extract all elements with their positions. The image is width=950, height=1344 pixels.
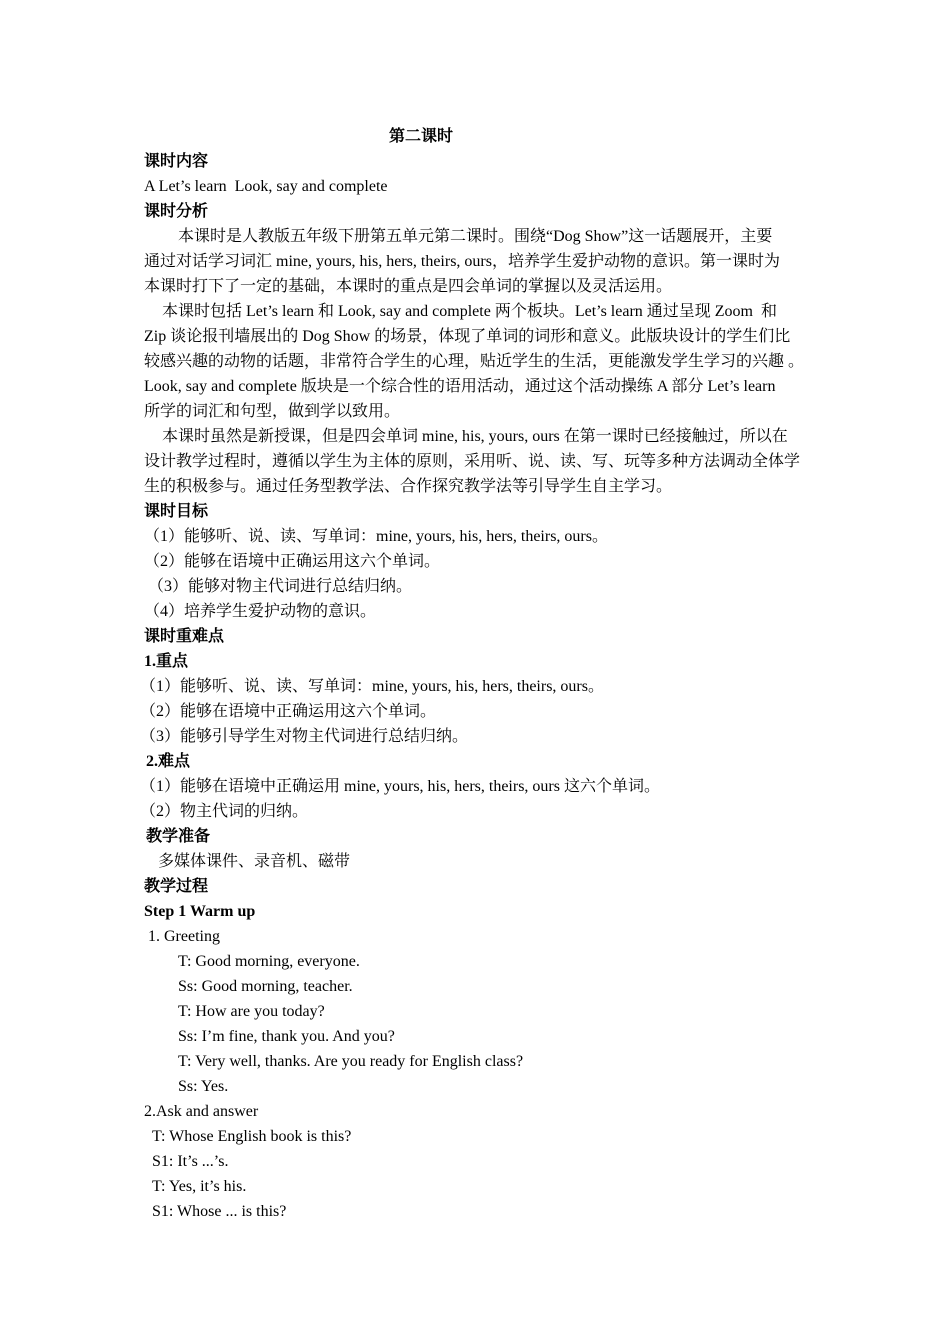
dialogue-line: S1: Whose ... is this?	[152, 1203, 287, 1220]
analysis-line: 所学的词汇和句型，做到学以致用。	[144, 403, 401, 420]
greeting-heading: 1. Greeting	[148, 928, 220, 945]
analysis-heading: 课时分析	[144, 203, 209, 220]
goal-item: （2）能够在语境中正确运用这六个单词。	[144, 553, 441, 570]
key-item: （1）能够听、说、读、写单词：mine, yours, his, hers, theirs, ours。	[140, 678, 604, 695]
dialogue-line: S1: It’s ...’s.	[152, 1153, 229, 1170]
analysis-line: Zip 谈论报刊墙展出的 Dog Show 的场景，体现了单词的词形和意义。此版块设计的学生们比	[144, 328, 791, 345]
key-item: （2）能够在语境中正确运用这六个单词。	[140, 703, 437, 720]
page-title: 第二课时	[388, 128, 453, 145]
dialogue-line: Ss: Yes.	[178, 1078, 229, 1095]
analysis-line: 设计教学过程时，遵循以学生为主体的原则，采用听、说、读、写、玩等多种方法调动全体学	[144, 453, 801, 470]
analysis-line: 本课时包括 Let’s learn 和 Look, say and complete 两个板块。Let’s learn 通过呈现 Zoom 和	[162, 303, 778, 320]
prep-text: 多媒体课件、录音机、磁带	[158, 853, 351, 870]
key-item: （3）能够引导学生对物主代词进行总结归纳。	[140, 728, 469, 745]
analysis-line: 本课时虽然是新授课，但是四会单词 mine, his, yours, ours 在第一课时已经接触过，所以在	[162, 428, 788, 445]
analysis-line: Look, say and complete 版块是一个综合性的语用活动，通过这个活动操练 A 部分 Let’s learn	[144, 378, 776, 395]
content-heading: 课时内容	[144, 153, 209, 170]
analysis-line: 较感兴趣的动物的话题，非常符合学生的心理，贴近学生的生活，更能激发学生学习的兴趣 。	[144, 353, 805, 370]
dialogue-line: Ss: Good morning, teacher.	[178, 978, 353, 995]
goal-item: （4）培养学生爱护动物的意识。	[144, 603, 377, 620]
dialogue-line: T: How are you today?	[178, 1003, 325, 1020]
ask-heading: 2.Ask and answer	[144, 1103, 259, 1120]
difficult-item: （2）物主代词的归纳。	[140, 803, 309, 820]
dialogue-line: T: Very well, thanks. Are you ready for English class?	[178, 1053, 524, 1070]
key-heading: 1.重点	[144, 653, 189, 670]
analysis-line: 生的积极参与。通过任务型教学法、合作探究教学法等引导学生自主学习。	[144, 478, 673, 495]
step1-heading: Step 1 Warm up	[144, 903, 256, 920]
goal-item: （1）能够听、说、读、写单词：mine, yours, his, hers, theirs, ours。	[144, 528, 608, 545]
goals-heading: 课时目标	[144, 503, 209, 520]
dialogue-line: T: Yes, it’s his.	[152, 1178, 247, 1195]
process-heading: 教学过程	[144, 878, 209, 895]
analysis-line: 通过对话学习词汇 mine, yours, his, hers, theirs, ours，培养学生爱护动物的意识。第一课时为	[144, 253, 780, 270]
dialogue-line: Ss: I’m fine, thank you. And you?	[178, 1028, 395, 1045]
prep-heading: 教学准备	[146, 828, 211, 845]
keypoints-heading: 课时重难点	[144, 628, 225, 645]
difficult-heading: 2.难点	[146, 753, 191, 770]
analysis-line: 本课时打下了一定的基础，本课时的重点是四会单词的掌握以及灵活运用。	[144, 278, 673, 295]
goal-item: （3）能够对物主代词进行总结归纳。	[148, 578, 413, 595]
analysis-line: 本课时是人教版五年级下册第五单元第二课时。围绕“Dog Show”这一话题展开，主要	[178, 228, 773, 245]
dialogue-line: T: Whose English book is this?	[152, 1128, 352, 1145]
content-text: A Let’s learn Look, say and complete	[144, 178, 388, 195]
dialogue-line: T: Good morning, everyone.	[178, 953, 360, 970]
difficult-item: （1）能够在语境中正确运用 mine, yours, his, hers, theirs, ours 这六个单词。	[140, 778, 660, 795]
